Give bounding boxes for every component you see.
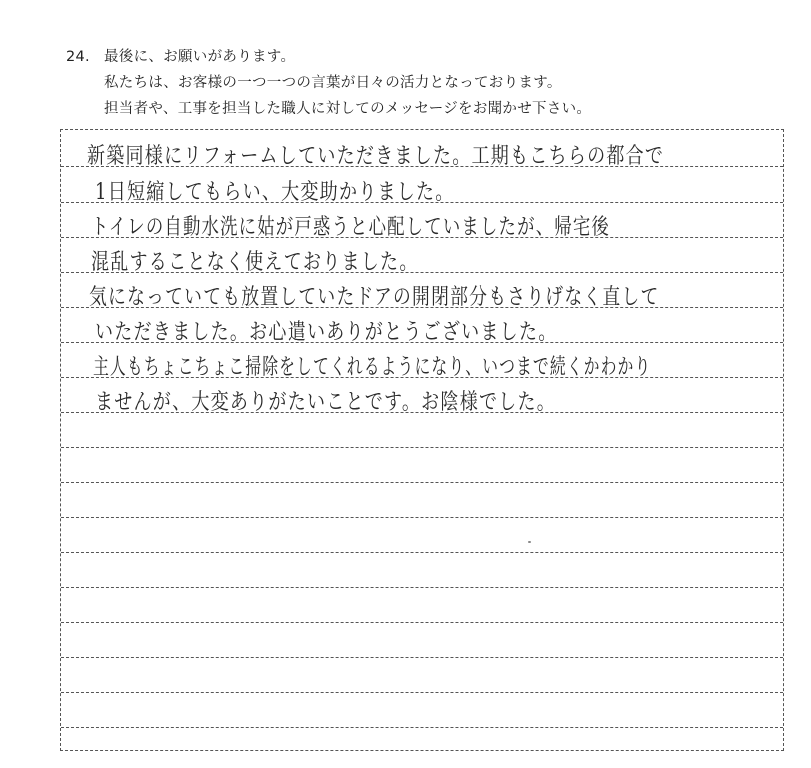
question-title: 最後に、お願いがあります。: [104, 49, 296, 65]
ruled-line: [61, 447, 783, 448]
question-number: 24.: [66, 49, 90, 65]
handwritten-line-6: いただきました。お心遣いありがとうございました。: [95, 320, 558, 345]
handwritten-line-5: 気になっていても放置していたドアの開閉部分もさりげなく直して: [89, 285, 660, 310]
handwritten-line-4: 混乱することなく使えておりました。: [91, 250, 419, 275]
handwritten-line-7: 主人もちょこちょこ掃除をしてくれるようになり、いつまで続くかわかり: [93, 355, 652, 380]
ruled-line: [61, 482, 783, 483]
question-line-2: 私たちは、お客様の一つ一つの言葉が日々の活力となっております。: [104, 75, 562, 91]
question-line-1: [66, 44, 786, 70]
answer-sheet: [60, 129, 784, 751]
question-header: [66, 44, 786, 122]
handwritten-line-1: 新築同様にリフォームしていただきました。工期もこちらの都合で: [87, 144, 665, 169]
ruled-line: [61, 657, 783, 658]
ruled-line: [61, 552, 783, 553]
handwritten-line-2: 1日短縮してもらい、大変助かりました。: [95, 180, 455, 205]
scan-speck: [528, 541, 531, 543]
ruled-line: [61, 587, 783, 588]
ruled-line: [61, 622, 783, 623]
handwritten-line-3: トイレの自動水洗に姑が戸惑うと心配していましたが、帰宅後: [91, 215, 610, 240]
ruled-line: [61, 692, 783, 693]
question-line-3: 担当者や、工事を担当した職人に対してのメッセージをお聞かせ下さい。: [104, 101, 592, 117]
handwritten-line-8: ませんが、大変ありがたいことです。お陰様でした。: [95, 390, 557, 415]
ruled-line: [61, 727, 783, 728]
ruled-line: [61, 517, 783, 518]
